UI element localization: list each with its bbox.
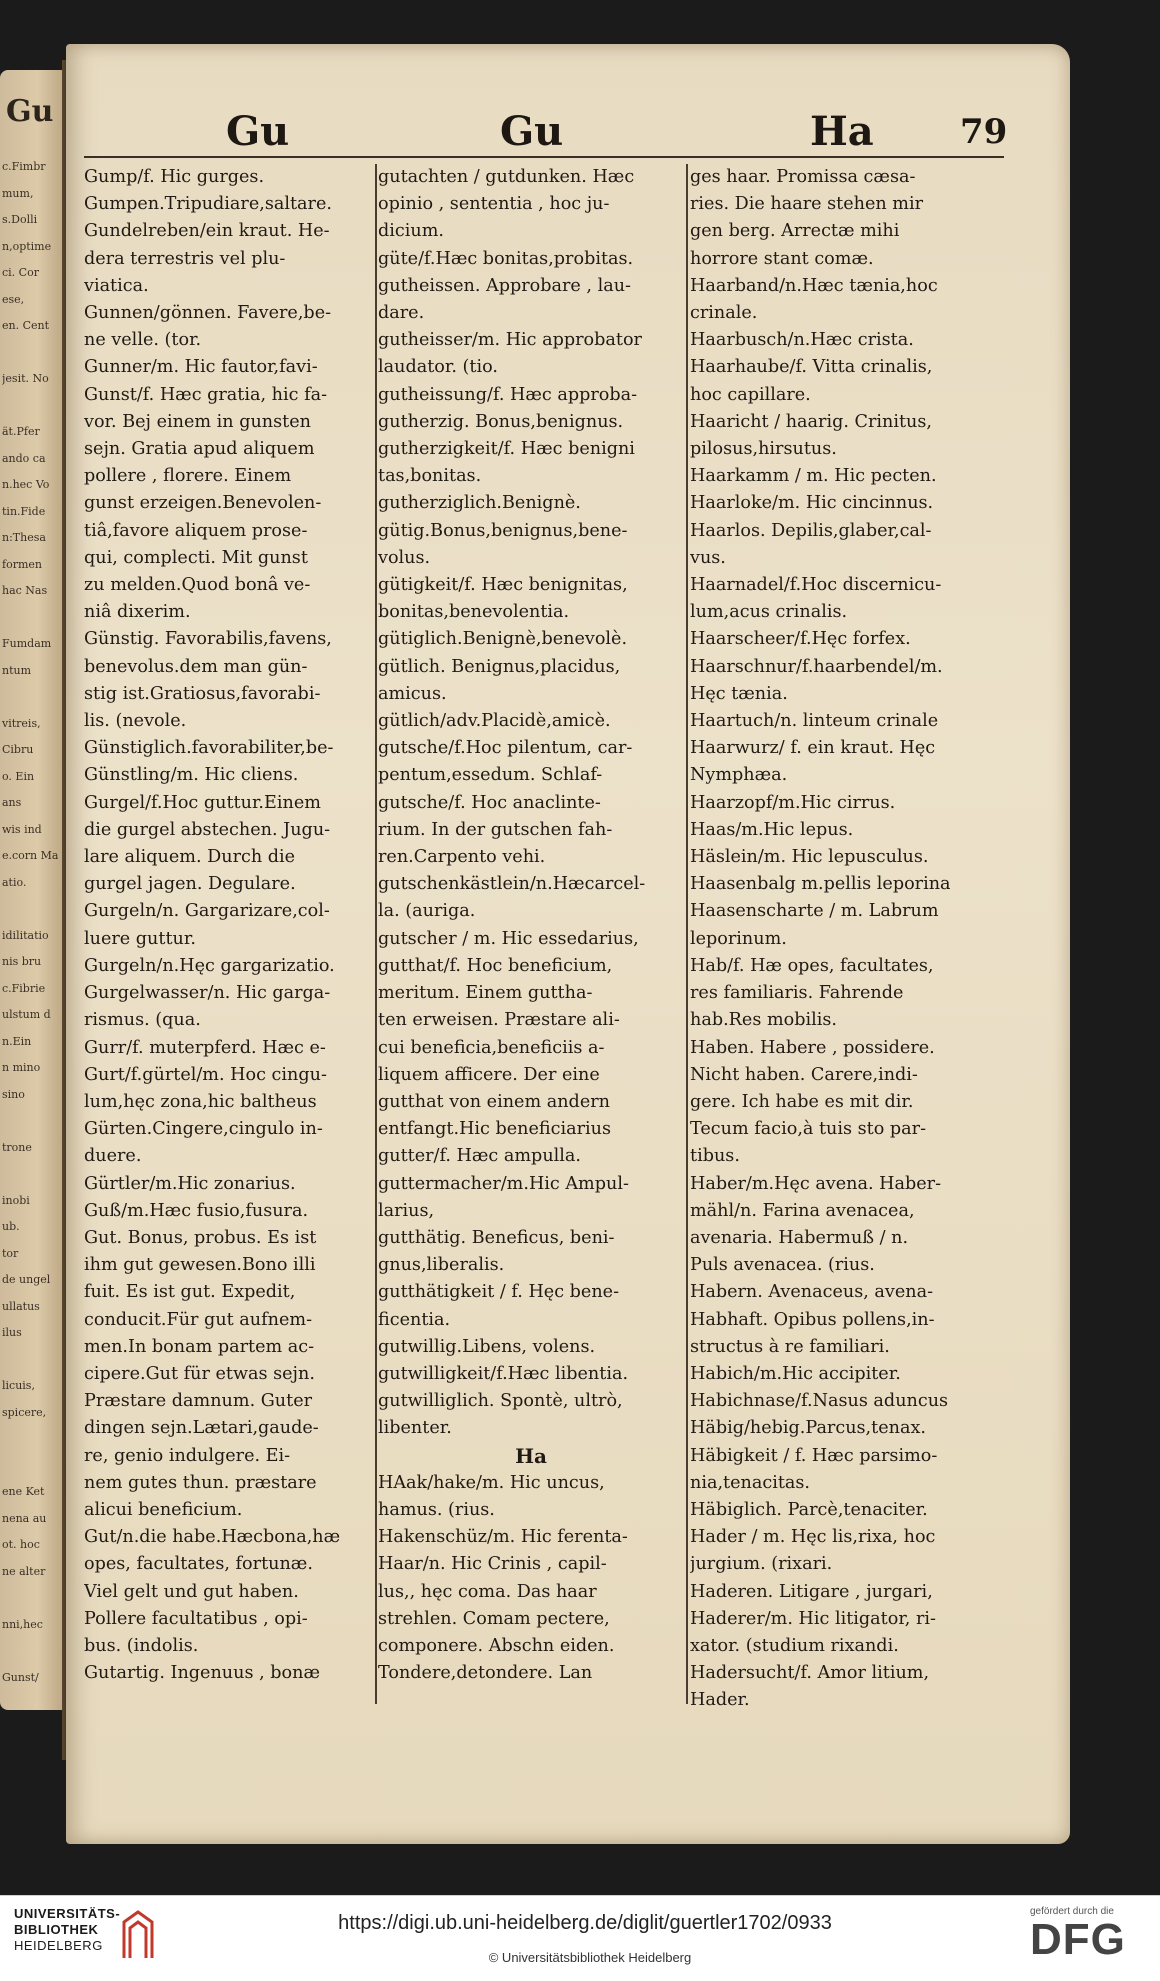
dictionary-line: men.In bonam partem ac-: [84, 1336, 315, 1357]
dictionary-line: Hab/f. Hæ opes, facultates,: [690, 955, 934, 976]
facing-page-fragment: en. Cent: [2, 319, 50, 332]
dictionary-line: gutwilligkeit/f.Hæc libentia.: [378, 1363, 629, 1384]
dictionary-line: pollere , florere. Einem: [84, 466, 292, 487]
facing-page-fragment: vitreis,: [2, 716, 41, 730]
dictionary-line: Häbiglich. Parcè,tenaciter.: [690, 1499, 928, 1520]
dictionary-line: hamus. (rius.: [378, 1499, 495, 1520]
dictionary-line: entfangt.Hic beneficiarius: [378, 1119, 612, 1140]
facing-page-fragment: jesit. No: [2, 372, 49, 385]
facing-page-fragment: n,optime: [2, 239, 52, 253]
facing-page-fragment: ans: [2, 796, 22, 809]
dictionary-line: Gurgel/f.Hoc guttur.Einem: [84, 792, 321, 813]
dictionary-line: ren.Carpento vehi.: [378, 847, 546, 868]
dictionary-line: Haarkamm / m. Hic pecten.: [690, 466, 937, 487]
dictionary-line: conducit.Für gut aufnem-: [84, 1309, 313, 1330]
facing-page-fragment: n.hec Vo: [2, 478, 50, 491]
dictionary-line: Haarzopf/m.Hic cirrus.: [690, 792, 896, 813]
dictionary-line: stig ist.Gratiosus,favorabi-: [84, 683, 321, 704]
dictionary-line: Gumpen.Tripudiare,saltare.: [84, 194, 332, 215]
dictionary-line: nem gutes thun. præstare: [84, 1472, 317, 1493]
dictionary-line: Hakenschüz/m. Hic ferenta-: [378, 1527, 628, 1548]
dictionary-line: componere. Abschn eiden.: [378, 1635, 615, 1656]
dictionary-line: pilosus,hirsutus.: [690, 439, 837, 460]
dictionary-line: mähl/n. Farina avenacea,: [690, 1200, 915, 1221]
library-name-line-2: BIBLIOTHEK: [14, 1922, 99, 1937]
dictionary-line: Gutartig. Ingenuus , bonæ: [84, 1663, 320, 1684]
dictionary-line: Günstig. Favorabilis,favens,: [84, 629, 332, 650]
dictionary-line: gere. Ich habe es mit dir.: [690, 1091, 914, 1112]
dictionary-line: gutheissung/f. Hæc approba-: [378, 384, 638, 405]
dictionary-line: Pollere facultatibus , opi-: [84, 1608, 308, 1629]
dictionary-line: dicium.: [378, 221, 444, 242]
dictionary-line: Gump/f. Hic gurges.: [84, 167, 265, 187]
dictionary-line: Gurgeln/n. Gargarizare,col-: [84, 901, 330, 922]
dictionary-line: Haarschnur/f.haarbendel/m.: [690, 656, 943, 677]
dictionary-line: nia,tenacitas.: [690, 1472, 811, 1493]
facing-page-fragment: trone: [2, 1140, 32, 1154]
dictionary-line: Haarhaube/f. Vitta crinalis,: [690, 357, 933, 378]
viewer-footer: [0, 1895, 1160, 1981]
dictionary-line: crinale.: [690, 303, 758, 324]
facing-page-fragment: tor: [2, 1246, 19, 1260]
dictionary-line: Häbigkeit / f. Hæc parsimo-: [690, 1445, 938, 1466]
facing-page-fragment: ese,: [2, 292, 25, 306]
dictionary-column-2: [378, 164, 684, 1687]
dictionary-line: structus à re familiari.: [690, 1336, 890, 1357]
dictionary-line: fuit. Es ist gut. Expedit,: [84, 1282, 296, 1303]
facing-page-fragment: e.corn Ma: [2, 849, 59, 862]
library-name-line-3: HEIDELBERG: [14, 1938, 103, 1953]
dictionary-line: gutherzig. Bonus,benignus.: [378, 411, 624, 432]
facing-page-fragment: atio.: [2, 875, 27, 889]
dictionary-line: Haar/n. Hic Crinis , capil-: [378, 1554, 607, 1575]
facing-page-fragment: ot. hoc: [2, 1538, 40, 1551]
facing-page-fragment: ne alter: [2, 1564, 46, 1578]
library-emblem-icon: [118, 1908, 158, 1960]
header-rule: [84, 156, 1004, 158]
dictionary-line: tibus.: [690, 1146, 740, 1167]
dictionary-line: Günstiglich.favorabiliter,be-: [84, 738, 334, 759]
dictionary-line: la. (auriga.: [378, 901, 476, 922]
facing-page-fragment: ilus: [2, 1326, 22, 1339]
dictionary-line: dera terrestris vel plu-: [84, 248, 286, 269]
dictionary-line: duere.: [84, 1146, 142, 1167]
dictionary-line: gütlich/adv.Placidè,amicè.: [378, 711, 611, 732]
facing-page-fragment: n mino: [2, 1061, 41, 1074]
dictionary-line: larius,: [378, 1200, 435, 1221]
dictionary-line: die gurgel abstechen. Jugu-: [84, 819, 331, 840]
dictionary-line: Gürtler/m.Hic zonarius.: [84, 1173, 296, 1194]
facing-page-fragment: ando ca: [2, 451, 46, 465]
funded-by-label: gefördert durch die: [1030, 1906, 1114, 1917]
facing-page-fragment: Cibru: [2, 743, 34, 756]
dictionary-line: lum,hęc zona,hic baltheus: [84, 1091, 317, 1112]
dictionary-line: avenaria. Habermuß / n.: [690, 1227, 909, 1248]
dictionary-line: gutschenkästlein/n.Hæcarcel-: [378, 874, 646, 895]
dictionary-line: ten erweisen. Præstare ali-: [378, 1010, 620, 1031]
dictionary-line: viatica.: [84, 275, 149, 296]
dictionary-line: liquem afficere. Der eine: [378, 1064, 600, 1085]
dictionary-line: Günstling/m. Hic cliens.: [84, 765, 299, 786]
dictionary-line: Viel gelt und gut haben.: [84, 1581, 299, 1602]
dictionary-line: gutsche/f.Hoc pilentum, car-: [378, 738, 633, 759]
dictionary-line: Häslein/m. Hic lepusculus.: [690, 847, 929, 868]
dictionary-line: Haarloke/m. Hic cincinnus.: [690, 493, 934, 514]
dictionary-line: Haarnadel/f.Hoc discernicu-: [690, 575, 942, 596]
dictionary-line: Haas/m.Hic lepus.: [690, 819, 854, 840]
dictionary-line: sejn. Gratia apud aliquem: [84, 439, 315, 460]
dictionary-line: gutthätig. Beneficus, beni-: [378, 1227, 615, 1248]
dictionary-line: gutherzigkeit/f. Hæc benigni: [378, 439, 635, 460]
facing-page-fragment: nena au: [2, 1511, 47, 1525]
dictionary-line: meritum. Einem guttha-: [378, 983, 593, 1004]
dictionary-line: lare aliquem. Durch die: [84, 847, 296, 868]
dictionary-line: Hader.: [690, 1690, 750, 1711]
dictionary-line: volus.: [378, 547, 431, 568]
dictionary-line: ries. Die haare stehen mir: [690, 194, 924, 215]
dictionary-line: pentum,essedum. Schlaf-: [378, 765, 603, 786]
facing-page-fragment: nni,hec: [2, 1617, 43, 1631]
dictionary-line: Haartuch/n. linteum crinale: [690, 711, 939, 732]
dictionary-line: strehlen. Comam pectere,: [378, 1608, 610, 1629]
column-rule-2: [686, 164, 688, 1704]
dictionary-line: Gurt/f.gürtel/m. Hoc cingu-: [84, 1064, 327, 1085]
facing-page-fragment: ät.Pfer: [2, 425, 40, 438]
dictionary-line: Gurgelwasser/n. Hic garga-: [84, 983, 331, 1004]
dictionary-line: Gunner/m. Hic fautor,favi-: [84, 357, 318, 378]
dictionary-line: ges haar. Promissa cæsa-: [690, 167, 916, 187]
dictionary-line: lus,, hęc coma. Das haar: [378, 1581, 597, 1602]
dictionary-column-3: [690, 164, 1002, 1715]
dictionary-line: Haben. Habere , possidere.: [690, 1037, 935, 1058]
dictionary-line: Haber/m.Hęc avena. Haber-: [690, 1173, 942, 1194]
dictionary-line: gutscher / m. Hic essedarius,: [378, 928, 639, 949]
running-head: [150, 108, 1008, 156]
dictionary-line: Haasenbalg m.pellis leporina: [690, 874, 951, 895]
facing-page-fragment: s.Dolli: [2, 213, 38, 226]
dictionary-line: gutthätigkeit / f. Hęc bene-: [378, 1282, 620, 1303]
dictionary-line: leporinum.: [690, 928, 787, 949]
facing-page-fragment: ullatus: [2, 1299, 40, 1313]
facing-page-fragment: mum,: [2, 186, 34, 200]
dictionary-line: Habichnase/f.Nasus aduncus: [690, 1391, 949, 1412]
dictionary-line: ficentia.: [378, 1309, 451, 1330]
dictionary-line: Gundelreben/ein kraut. He-: [84, 221, 330, 242]
facing-page-fragment: c.Fibrie: [2, 981, 46, 995]
dictionary-line: Gunnen/gönnen. Favere,be-: [84, 303, 332, 324]
dictionary-line: gutthat von einem andern: [378, 1091, 610, 1112]
dictionary-line: dare.: [378, 303, 425, 324]
dictionary-line: opes, facultates, fortunæ.: [84, 1554, 313, 1575]
dictionary-line: güte/f.Hæc bonitas,probitas.: [378, 248, 634, 269]
dictionary-line: amicus.: [378, 683, 447, 704]
facing-page-fragment: ene Ket: [2, 1485, 45, 1498]
facing-page-fragment: ulstum d: [2, 1008, 51, 1021]
running-head-left: Gu: [226, 108, 290, 155]
facing-page-fragment: nis bru: [2, 955, 42, 968]
dictionary-line: gutwilliglich. Spontè, ultrò,: [378, 1391, 623, 1412]
dictionary-line: res familiaris. Fahrende: [690, 983, 904, 1004]
running-head-right: Ha: [810, 108, 874, 155]
facing-page-fragment: tin.Fide: [2, 504, 46, 518]
dictionary-line: rium. In der gutschen fah-: [378, 819, 613, 840]
dictionary-line: cui beneficia,beneficiis a-: [378, 1037, 605, 1058]
dictionary-line: gutter/f. Hæc ampulla.: [378, 1146, 581, 1167]
dictionary-line: Haaricht / haarig. Crinitus,: [690, 411, 932, 432]
dictionary-line: Gut/n.die habe.Hæcbona,hæ: [84, 1527, 341, 1548]
dictionary-line: cipere.Gut für etwas sejn.: [84, 1363, 315, 1384]
facing-page-fragment: wis ind: [2, 822, 42, 836]
dictionary-line: gütiglich.Benignè,benevolè.: [378, 629, 628, 650]
facing-page-fragment: ub.: [2, 1220, 20, 1233]
dictionary-line: xator. (studium rixandi.: [690, 1635, 899, 1656]
dictionary-line: horrore stant comæ.: [690, 248, 874, 269]
facing-page-fragment: formen: [2, 557, 42, 571]
dictionary-line: Haderer/m. Hic litigator, ri-: [690, 1608, 936, 1629]
facing-page-fragment: Fumdam: [2, 637, 52, 650]
facing-page-fragment: n:Thesa: [2, 531, 46, 544]
dictionary-line: Tondere,detondere. Lan: [378, 1663, 593, 1684]
dictionary-line: Gurr/f. muterpferd. Hæc e-: [84, 1037, 326, 1058]
dictionary-line: Habich/m.Hic accipiter.: [690, 1363, 901, 1384]
dictionary-line: re, genio indulgere. Ei-: [84, 1445, 291, 1466]
library-name-line-1: UNIVERSITÄTS-: [14, 1906, 121, 1921]
dictionary-line: Gürten.Cingere,cingulo in-: [84, 1119, 323, 1140]
dictionary-line: gurgel jagen. Degulare.: [84, 874, 296, 895]
dictionary-line: opinio , sententia , hoc ju-: [378, 194, 610, 215]
dictionary-line: ihm gut gewesen.Bono illi: [84, 1255, 316, 1276]
facing-page-fragment: c.Fimbr: [2, 160, 46, 173]
dictionary-line: guttermacher/m.Hic Ampul-: [378, 1173, 629, 1194]
dictionary-line: Gunst/f. Hæc gratia, hic fa-: [84, 384, 328, 405]
dictionary-line: Haderen. Litigare , jurgari,: [690, 1581, 933, 1602]
facing-page-fragment: ci. Cor: [2, 266, 39, 279]
dictionary-line: Haarbusch/n.Hæc crista.: [690, 330, 914, 351]
facing-page-fragment: idilitatio: [2, 928, 49, 942]
dictionary-line: lum,acus crinalis.: [690, 602, 848, 623]
dictionary-line: gutwillig.Libens, volens.: [378, 1336, 596, 1357]
dictionary-line: Habhaft. Opibus pollens,in-: [690, 1309, 935, 1330]
dictionary-line: bus. (indolis.: [84, 1635, 199, 1656]
dictionary-line: bonitas,benevolentia.: [378, 602, 570, 623]
dictionary-line: Haarband/n.Hæc tænia,hoc: [690, 275, 938, 296]
dictionary-line: Nicht haben. Carere,indi-: [690, 1064, 918, 1085]
facing-page-fragment: licuis,: [2, 1379, 35, 1392]
dfg-logo: DFG: [1030, 1915, 1126, 1964]
facing-page-heading: Gu: [6, 94, 54, 129]
dictionary-line: dingen sejn.Lætari,gaude-: [84, 1418, 319, 1439]
permalink-url[interactable]: https://digi.ub.uni-heidelberg.de/diglit/guertler1702/0933: [338, 1912, 832, 1934]
facing-page-fragment: ntum: [2, 663, 32, 677]
dictionary-line: Hadersucht/f. Amor litium,: [690, 1663, 930, 1684]
funder-logo[interactable]: [1030, 1906, 1150, 1976]
facing-page-fragment: Gunst/: [2, 1670, 39, 1684]
dictionary-line: gütlich. Benignus,placidus,: [378, 656, 621, 677]
dictionary-line: HAak/hake/m. Hic uncus,: [378, 1472, 605, 1493]
dictionary-line: rismus. (qua.: [84, 1010, 201, 1031]
dictionary-line: libenter.: [378, 1418, 452, 1439]
dictionary-line: vor. Bej einem in gunsten: [84, 411, 311, 432]
dictionary-line: Nymphæa.: [690, 765, 788, 786]
dictionary-line: Hader / m. Hęc lis,rixa, hoc: [690, 1527, 936, 1548]
column-rule-1: [375, 164, 377, 1704]
facing-page-fragment: n.Ein: [2, 1034, 32, 1048]
dictionary-line: zu melden.Quod bonâ ve-: [84, 575, 311, 596]
copyright-notice: © Universitätsbibliothek Heidelberg: [488, 1950, 692, 1965]
dictionary-line: qui, complecti. Mit gunst: [84, 547, 308, 568]
facing-page-edge: [0, 70, 62, 1710]
facing-page-fragment: inobi: [2, 1193, 30, 1207]
dictionary-line: gutherziglich.Benignè.: [378, 493, 581, 514]
dictionary-line: Guß/m.Hæc fusio,fusura.: [84, 1200, 309, 1221]
dictionary-line: laudator. (tio.: [378, 357, 498, 378]
dictionary-line: luere guttur.: [84, 928, 196, 949]
dictionary-line: Gut. Bonus, probus. Es ist: [84, 1227, 317, 1248]
dictionary-column-1: [84, 164, 374, 1687]
dictionary-line: alicui beneficium.: [84, 1499, 243, 1520]
dictionary-line: Præstare damnum. Guter: [84, 1391, 313, 1412]
dictionary-line: jurgium. (rixari.: [690, 1554, 833, 1575]
dictionary-line: hab.Res mobilis.: [690, 1010, 837, 1031]
facing-page-fragment: o. Ein: [2, 769, 35, 783]
dictionary-line: Haasenscharte / m. Labrum: [690, 901, 939, 922]
dictionary-line: Häbig/hebig.Parcus,tenax.: [690, 1418, 926, 1439]
dictionary-line: gutheissen. Approbare , lau-: [378, 275, 631, 296]
dictionary-line: hoc capillare.: [690, 384, 811, 405]
facing-page-fragment: spicere,: [2, 1405, 47, 1419]
page-number: 79: [960, 112, 1008, 152]
dictionary-line: gnus,liberalis.: [378, 1255, 505, 1276]
dictionary-line: vus.: [690, 547, 726, 568]
dictionary-line: gutheisser/m. Hic approbator: [378, 330, 642, 351]
dictionary-line: gutthat/f. Hoc beneficium,: [378, 955, 613, 976]
facing-page-fragment: de ungel: [2, 1273, 51, 1286]
dictionary-line: tas,bonitas.: [378, 466, 482, 487]
dictionary-line: lis. (nevole.: [84, 711, 187, 732]
dictionary-line: gutachten / gutdunken. Hæc: [378, 167, 635, 187]
dictionary-line: niâ dixerim.: [84, 602, 191, 623]
dictionary-line: gen berg. Arrectæ mihi: [690, 221, 900, 242]
dictionary-line: Habern. Avenaceus, avena-: [690, 1282, 934, 1303]
dictionary-line: Haarwurz/ f. ein kraut. Hęc: [690, 738, 936, 759]
dictionary-line: ne velle. (tor.: [84, 330, 202, 351]
dictionary-line: gütig.Bonus,benignus,bene-: [378, 520, 628, 541]
dictionary-line: gunst erzeigen.Benevolen-: [84, 493, 322, 514]
dictionary-line: gütigkeit/f. Hæc benignitas,: [378, 575, 628, 596]
dictionary-line: Ha: [515, 1443, 547, 1468]
facing-page-fragment: hac Nas: [2, 584, 48, 597]
dictionary-line: Gurgeln/n.Hęc gargarizatio.: [84, 955, 335, 976]
dictionary-line: Puls avenacea. (rius.: [690, 1255, 875, 1276]
dictionary-line: Hęc tænia.: [690, 683, 788, 704]
dictionary-line: tiâ,favore aliquem prose-: [84, 520, 308, 541]
dictionary-line: Haarscheer/f.Hęc forfex.: [690, 629, 911, 650]
dictionary-line: Haarlos. Depilis,glaber,cal-: [690, 520, 932, 541]
dictionary-line: gutsche/f. Hoc anaclinte-: [378, 792, 601, 813]
facing-page-fragment: sino: [2, 1087, 25, 1101]
dictionary-line: benevolus.dem man gün-: [84, 656, 308, 677]
dictionary-line: Tecum facio,à tuis sto par-: [690, 1119, 927, 1140]
running-head-center: Gu: [500, 108, 564, 155]
